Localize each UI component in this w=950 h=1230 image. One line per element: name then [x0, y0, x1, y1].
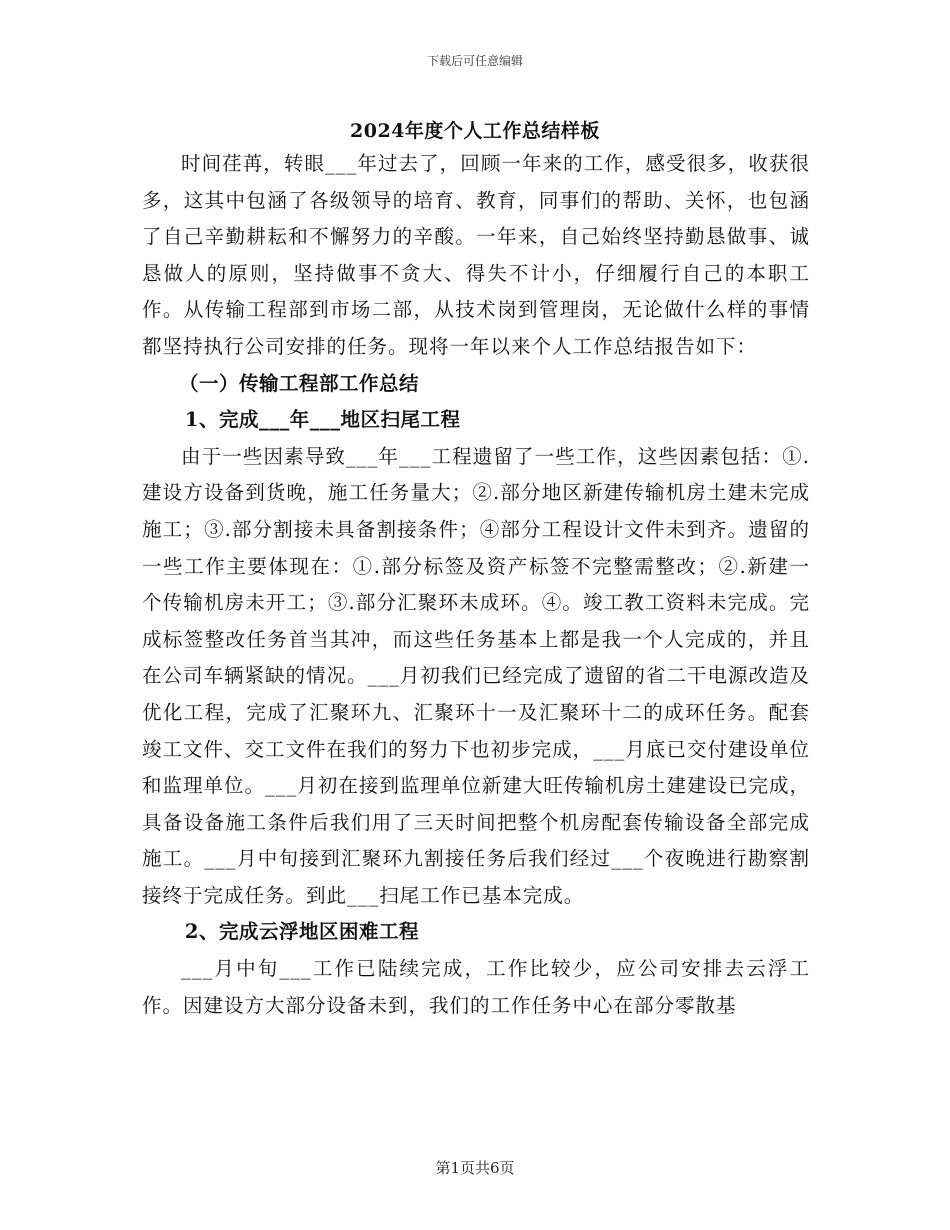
- page-title: 2024年度个人工作总结样板: [350, 120, 600, 142]
- item1-heading: 1、完成___年___地区扫尾工程: [184, 408, 461, 432]
- item2-paragraph: ___月中旬___工作已陆续完成，工作比较少，应公司安排去云浮工作。因建设方大部分设备未到，我们的工作任务中心在部分零散基: [142, 957, 810, 1017]
- page-footer: 第1页共6页: [435, 1159, 515, 1177]
- section-heading: （一）传输工程部工作总结: [179, 371, 420, 395]
- item1-paragraph: 由于一些因素导致___年___工程遗留了一些工作，这些因素包括：①.建设方设备到货晚，施工任务量大；②.部分地区新建传输机房土建未完成施工；③.部分割接未具备割接条件；④部分工程设计文件未到齐。遗留的一些工作主要体现在：①.部分标签及资产标签不完整需整改；②.新建一个传输机房未开工；③.部分汇聚环未成环。④。竣工教工资料未完成。完成标签整改任务首当其冲，而这些任务基本上都是我一个人完成的，并且在公司车辆紧缺的情况。___月初我们已经完成了遗留的省二干电源改造及优化工程，完成了汇聚环九、汇聚环十一及汇聚环十二的成环任务。配套竣工文件、交工文件在我们的努力下也初步完成，___月底已交付建设单位和监理单位。___月初在接到监理单位新建大旺传输机房土建建设已完成，具备设备施工条件后我们用了三天时间把整个机房配套传输设备全部完成施工。___月中旬接到汇聚环九割接任务后我们经过___个夜晚进行勘察割接终于完成任务。到此___扫尾工作已基本完成。: [142, 444, 810, 907]
- document-body: [142, 146, 810, 1024]
- item2-heading: 2、完成云浮地区困难工程: [184, 920, 419, 944]
- intro-paragraph: 时间荏苒，转眼___年过去了，回顾一年来的工作，感受很多，收获很多，这其中包涵了各级领导的培育、教育，同事们的帮助、关怀，也包涵了自己辛勤耕耘和不懈努力的辛酸。一年来，自己始终坚持勤恳做事、诚恳做人的原则，坚持做事不贪大、得失不计小，仔细履行自己的本职工作。从传输工程部到市场二部，从技术岗到管理岗，无论做什么样的事情都坚持执行公司安排的任务。现将一年以来个人工作总结报告如下：: [142, 152, 810, 358]
- header-note: 下载后可任意编辑: [426, 54, 523, 68]
